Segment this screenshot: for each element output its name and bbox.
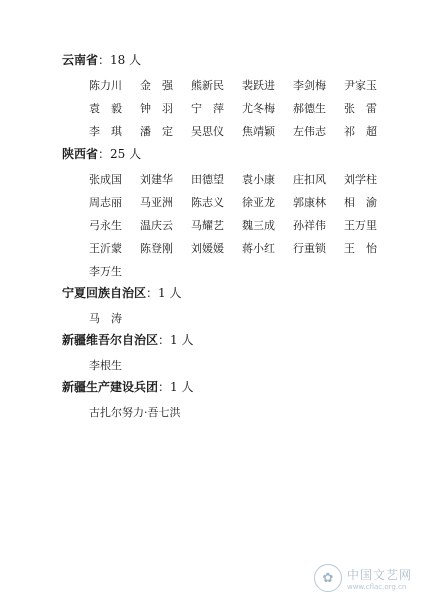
member-name: 袁 毅	[89, 102, 122, 115]
member-name: 李根生	[89, 359, 122, 372]
member-name: 徐亚龙	[242, 196, 275, 209]
member-name: 尹家玉	[344, 79, 377, 92]
section-heading-ningxia: 宁夏回族自治区：1 人	[62, 286, 182, 300]
member-name: 左伟志	[293, 125, 326, 138]
cflac-logo-icon: ✿	[314, 564, 342, 592]
member-name: 古扎尔努力·吾七洪	[89, 406, 181, 419]
member-name: 李 琪	[89, 125, 122, 138]
member-name: 潘 定	[140, 125, 173, 138]
member-name: 宁 萍	[191, 102, 224, 115]
brand-url: www.cflac.org.cn	[346, 582, 407, 591]
member-name: 袁小康	[242, 173, 275, 186]
section-heading-xinjiang: 新疆维吾尔自治区：1 人	[62, 333, 194, 347]
member-name: 王万里	[344, 219, 377, 232]
section-heading-yunnan: 云南省：18 人	[62, 53, 142, 67]
name-row	[89, 358, 389, 374]
member-name: 王沂蒙	[89, 242, 122, 255]
member-name: 陈登刚	[140, 242, 173, 255]
member-name: 陈志义	[191, 196, 224, 209]
member-name: 李万生	[89, 265, 122, 278]
member-name: 尤冬梅	[242, 102, 275, 115]
member-name: 熊新民	[191, 79, 224, 92]
name-row	[89, 405, 289, 421]
site-watermark	[314, 564, 412, 592]
member-name: 陈力川	[89, 79, 122, 92]
member-name: 相 渝	[344, 196, 377, 209]
member-name: 刘学柱	[344, 173, 377, 186]
province-name: 新疆维吾尔自治区	[62, 333, 159, 347]
member-name: 焦靖颖	[242, 125, 275, 138]
member-name: 郝德生	[293, 102, 326, 115]
name-row	[89, 172, 389, 188]
member-name: 李剑梅	[293, 79, 326, 92]
member-name: 张 雷	[344, 102, 377, 115]
name-row	[89, 241, 389, 257]
member-name: 王 怡	[344, 242, 377, 255]
member-name: 金 强	[140, 79, 173, 92]
member-name: 庄扣风	[293, 173, 326, 186]
member-name: 吴思仪	[191, 125, 224, 138]
member-count: 1 人	[158, 286, 182, 300]
name-row	[89, 195, 389, 211]
name-row	[89, 101, 389, 117]
province-name: 宁夏回族自治区	[62, 286, 147, 300]
section-heading-xpcc: 新疆生产建设兵团：1 人	[62, 380, 194, 394]
member-name: 蒋小红	[242, 242, 275, 255]
member-count: 25 人	[110, 147, 142, 161]
member-name: 魏三成	[242, 219, 275, 232]
member-count: 1 人	[170, 333, 194, 347]
member-count: 18 人	[110, 53, 142, 67]
province-name: 陕西省	[62, 147, 99, 161]
brand-name: 中国文艺网	[346, 567, 412, 582]
member-name: 刘建华	[140, 173, 173, 186]
member-name: 钟 羽	[140, 102, 173, 115]
member-name: 温庆云	[140, 219, 173, 232]
member-name: 马 涛	[89, 312, 122, 325]
member-name: 马亚洲	[140, 196, 173, 209]
member-name: 马耀艺	[191, 219, 224, 232]
name-row	[89, 264, 389, 280]
member-name: 弓永生	[89, 219, 122, 232]
member-name: 刘媛媛	[191, 242, 224, 255]
name-row	[89, 311, 389, 327]
name-row	[89, 218, 389, 234]
member-name: 田德望	[191, 173, 224, 186]
province-name: 云南省	[62, 53, 99, 67]
member-name: 孙祥伟	[293, 219, 326, 232]
member-name: 郭康林	[293, 196, 326, 209]
member-name: 张成国	[89, 173, 122, 186]
province-name: 新疆生产建设兵团	[62, 380, 159, 394]
member-name: 祁 超	[344, 125, 377, 138]
name-row	[89, 78, 389, 94]
member-name: 周志丽	[89, 196, 122, 209]
member-name: 裴跃进	[242, 79, 275, 92]
name-row	[89, 124, 389, 140]
section-heading-shaanxi: 陕西省：25 人	[62, 147, 142, 161]
member-name: 行重锁	[293, 242, 326, 255]
member-count: 1 人	[170, 380, 194, 394]
